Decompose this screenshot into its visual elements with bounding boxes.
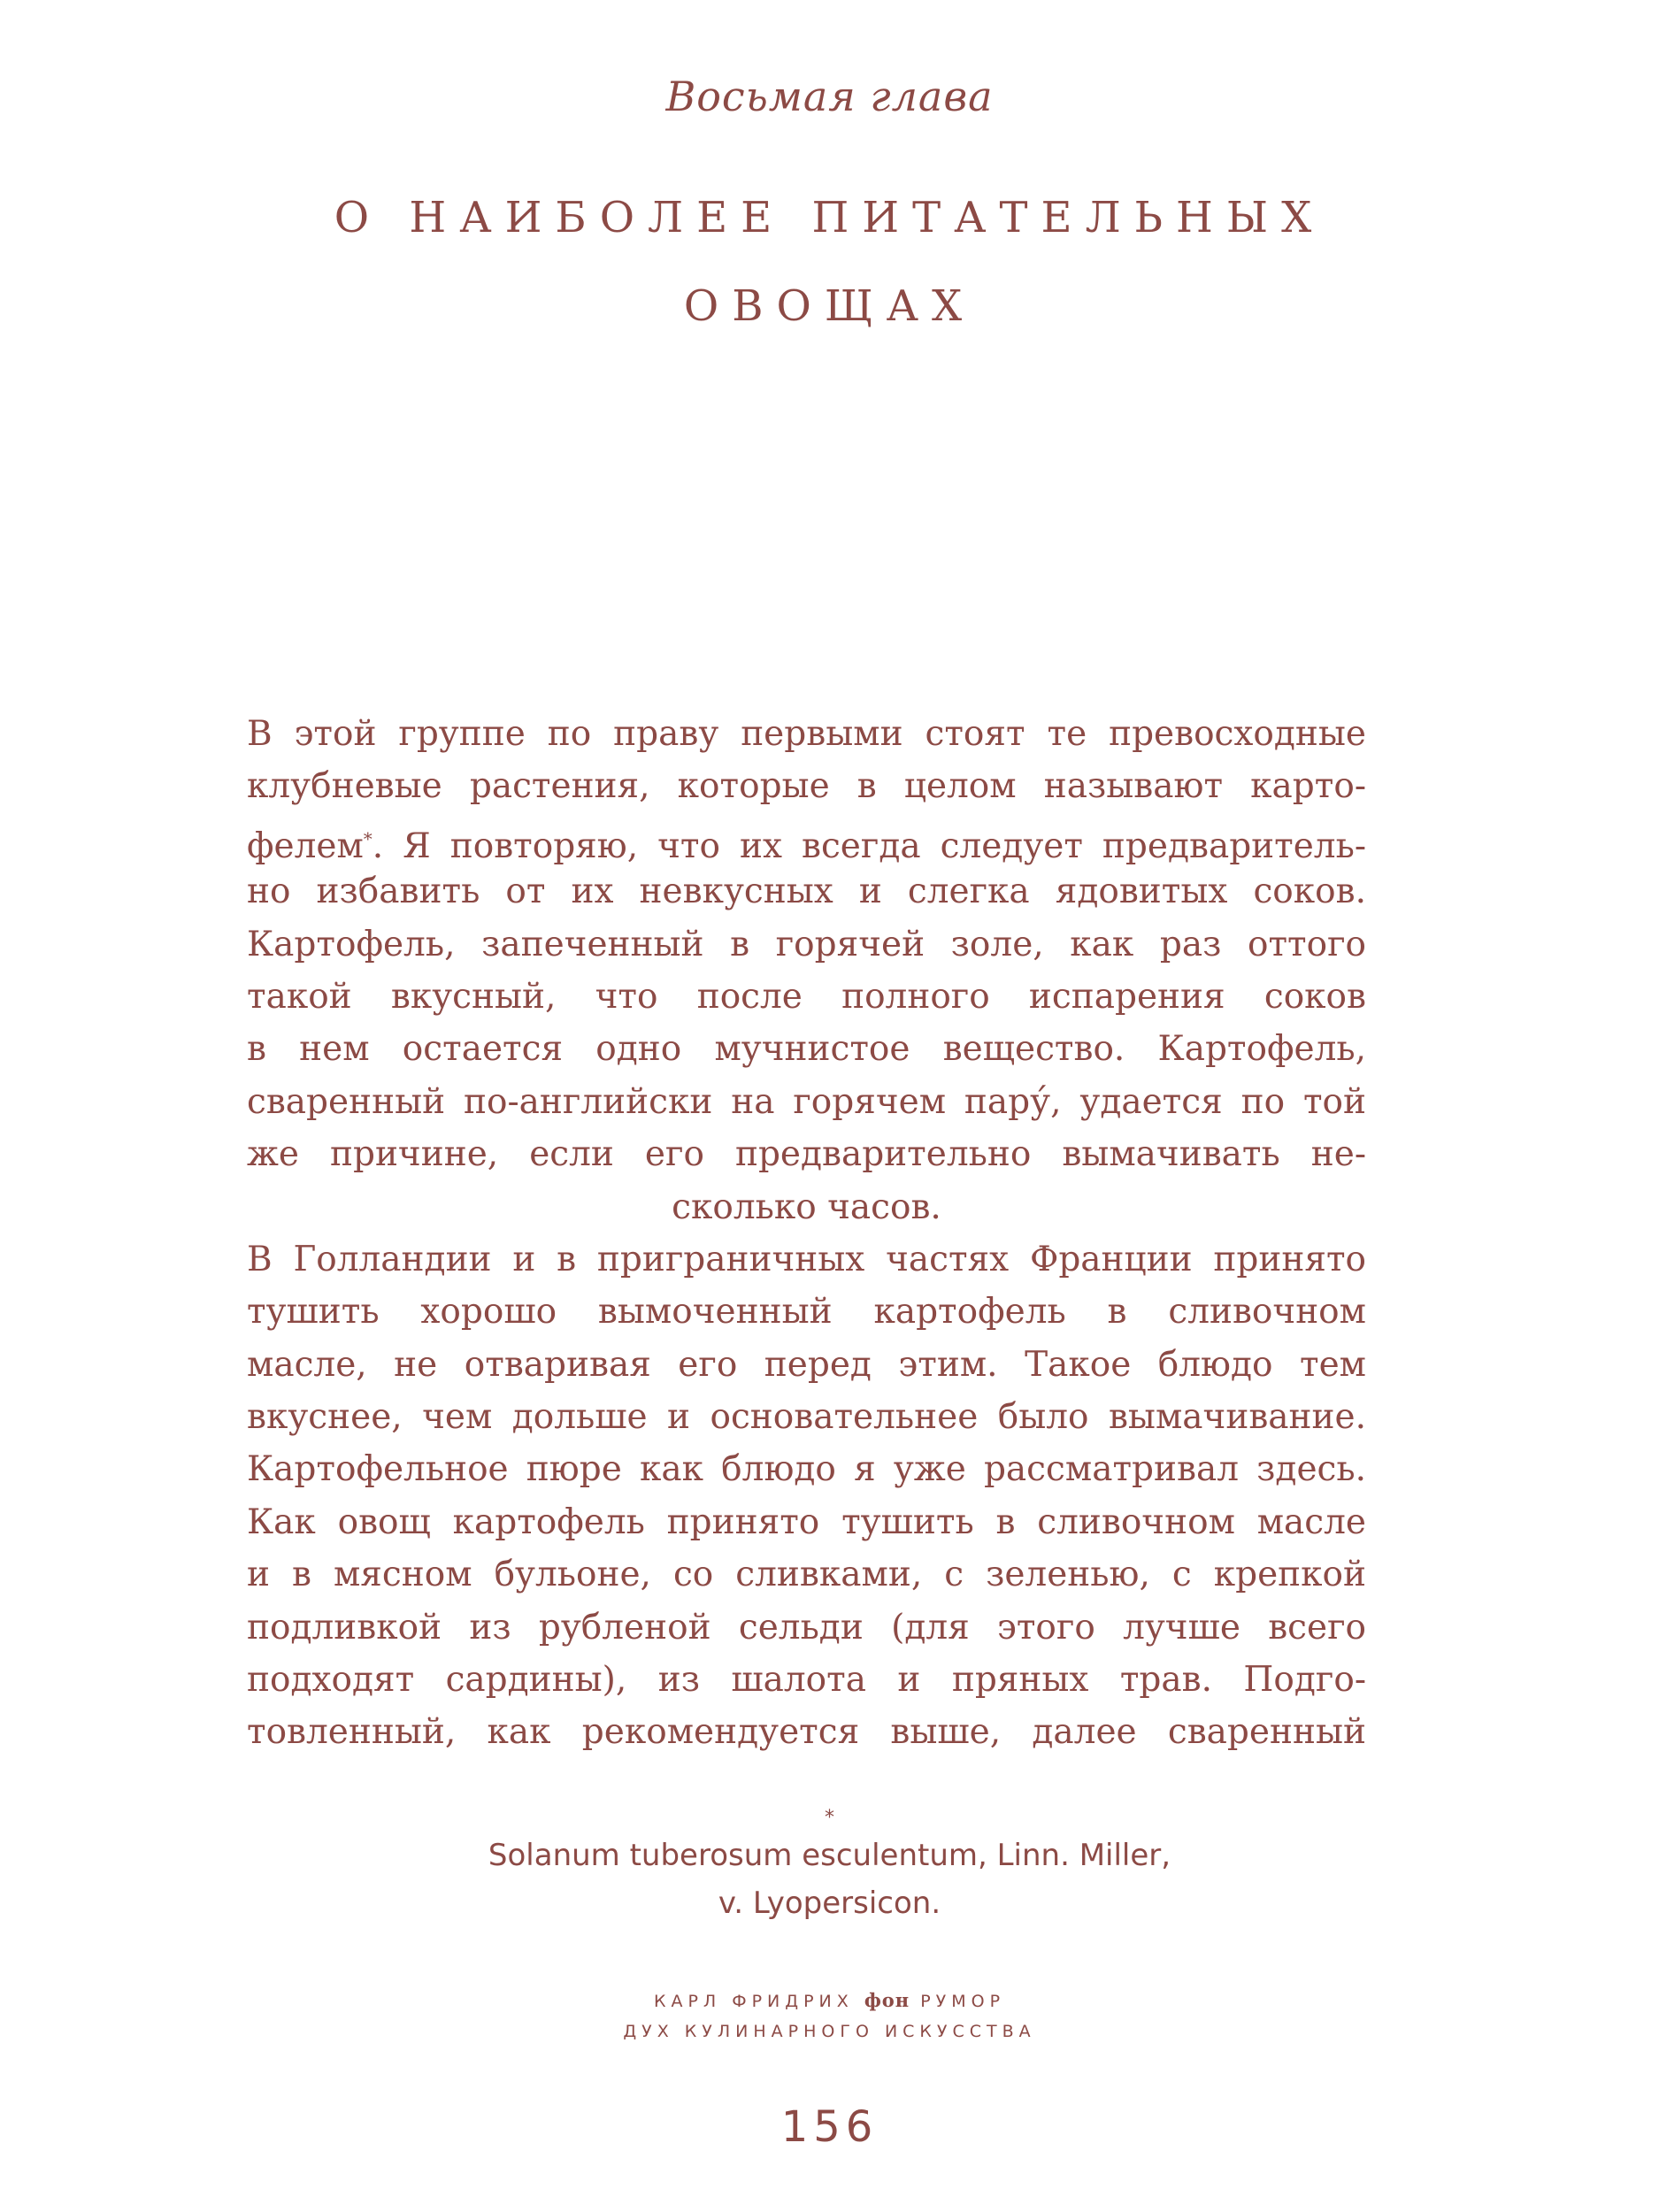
body-line: сваренный по-английски на горячем пару́, удается по той <box>247 1081 1366 1122</box>
body-line: подливкой из рубленой сельди (для этого лучше всего <box>247 1607 1366 1647</box>
body-line: подходят сардины), из шалота и пряных трав. Подго- <box>247 1660 1366 1701</box>
body-line: Картофель, запеченный в горячей золе, как раз оттого <box>247 924 1366 964</box>
body-line-part: фелем <box>247 826 364 866</box>
author-particle: фон <box>864 1989 910 2011</box>
body-line: же причине, если его предварительно вымачивать не- <box>247 1134 1366 1175</box>
chapter-title-line-2: ОВОЩАХ <box>683 281 976 331</box>
body-line: масле, не отваривая его перед этим. Такое блюдо тем <box>247 1344 1366 1385</box>
body-line: но избавить от их невкусных и слегка ядовитых соков. <box>247 872 1366 912</box>
running-foot <box>0 1985 1659 2047</box>
chapter-title-line-1: О НАИБОЛЕЕ ПИТАТЕЛЬНЫХ <box>334 193 1325 242</box>
body-line: В этой группе по праву первыми стоят те превосходные <box>247 714 1366 754</box>
footnote-line-2: v. Lyopersicon. <box>718 1886 941 1921</box>
body-line: Как овощ картофель принято тушить в сливочном масле <box>247 1502 1366 1542</box>
body-line: Картофельное пюре как блюдо я уже рассматривал здесь. <box>247 1449 1366 1490</box>
body-line: тушить хорошо вымоченный картофель в сливочном <box>247 1292 1366 1333</box>
footnote-reference[interactable]: * <box>363 827 373 849</box>
chapter-title <box>0 173 1659 350</box>
footnote-mark: * <box>825 1807 834 1829</box>
body-line: в нем остается одно мучнистое вещество. Картофель, <box>247 1029 1366 1070</box>
chapter-label: Восьмая глава <box>665 73 994 120</box>
body-line: такой вкусный, что после полного испарения соков <box>247 976 1366 1017</box>
body-line: и в мясном бульоне, со сливками, с зеленью, с крепкой <box>247 1555 1366 1595</box>
page-number: 156 <box>780 2102 879 2152</box>
footnote-line-1: Solanum tuberosum esculentum, Linn. Miller, <box>488 1838 1171 1873</box>
body-line-with-footnote <box>247 813 1366 865</box>
body-line: вкуснее, чем дольше и основательнее было вымачивание. <box>247 1397 1366 1438</box>
body-line-part: . Я повторяю, что их всегда следует предваритель- <box>372 826 1366 866</box>
author-surname: РУМОР <box>920 1992 1006 2011</box>
body-line: сколько часов. <box>672 1187 941 1227</box>
body-line: клубневые растения, которые в целом называют карто- <box>247 766 1366 807</box>
running-foot-author <box>0 1985 1659 2016</box>
body-line: товленный, как рекомендуется выше, далее сваренный <box>247 1712 1366 1753</box>
author-first-names: КАРЛ ФРИДРИХ <box>653 1992 854 2011</box>
body-text <box>247 708 1366 1759</box>
body-line: В Голландии и в приграничных частях Франции принято <box>247 1239 1366 1279</box>
running-foot-book-title: ДУХ КУЛИНАРНОГО ИСКУССТВА <box>623 2022 1036 2041</box>
footnote <box>0 1805 1659 1927</box>
